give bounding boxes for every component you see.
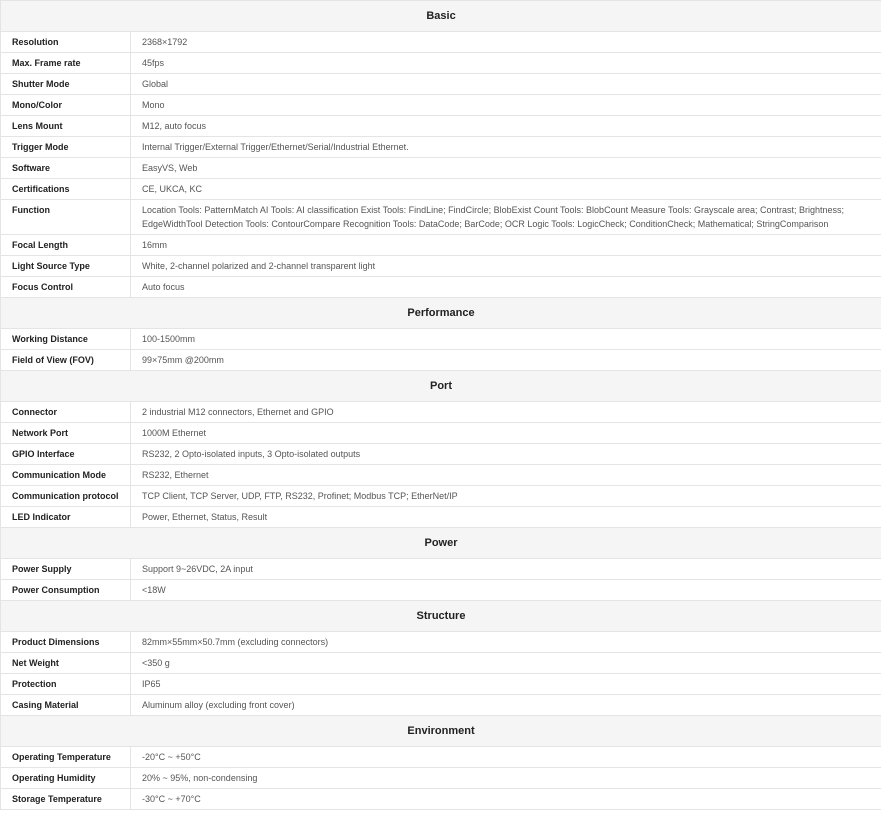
spec-row bbox=[1, 747, 881, 768]
section-header-performance bbox=[1, 298, 881, 329]
spec-row bbox=[1, 559, 881, 580]
spec-label: Focus Control bbox=[1, 277, 131, 298]
spec-value: -20°C ~ +50°C bbox=[131, 747, 881, 768]
section-header-basic bbox=[1, 1, 881, 32]
spec-label: Certifications bbox=[1, 179, 131, 200]
spec-label: Casing Material bbox=[1, 695, 131, 716]
spec-value: Aluminum alloy (excluding front cover) bbox=[131, 695, 881, 716]
section-header-port bbox=[1, 371, 881, 402]
spec-label: Protection bbox=[1, 674, 131, 695]
spec-value: RS232, Ethernet bbox=[131, 465, 881, 486]
spec-row bbox=[1, 402, 881, 423]
spec-value: <350 g bbox=[131, 653, 881, 674]
spec-row bbox=[1, 465, 881, 486]
spec-label: Operating Humidity bbox=[1, 768, 131, 789]
spec-label: Resolution bbox=[1, 32, 131, 53]
spec-value: 82mm×55mm×50.7mm (excluding connectors) bbox=[131, 632, 881, 653]
section-header-environment bbox=[1, 716, 881, 747]
section-header-power bbox=[1, 528, 881, 559]
spec-value: Global bbox=[131, 74, 881, 95]
spec-value: -30°C ~ +70°C bbox=[131, 789, 881, 810]
spec-label: Connector bbox=[1, 402, 131, 423]
spec-value: Internal Trigger/External Trigger/Ethernet/Serial/Industrial Ethernet. bbox=[131, 137, 881, 158]
spec-table-body bbox=[1, 1, 881, 810]
spec-value: Support 9~26VDC, 2A input bbox=[131, 559, 881, 580]
section-title: Performance bbox=[1, 298, 881, 329]
spec-label: Software bbox=[1, 158, 131, 179]
spec-row bbox=[1, 695, 881, 716]
spec-label: Operating Temperature bbox=[1, 747, 131, 768]
spec-row bbox=[1, 137, 881, 158]
spec-row bbox=[1, 256, 881, 277]
spec-label: Focal Length bbox=[1, 235, 131, 256]
spec-row bbox=[1, 74, 881, 95]
spec-value: EasyVS, Web bbox=[131, 158, 881, 179]
spec-value: IP65 bbox=[131, 674, 881, 695]
section-title: Structure bbox=[1, 601, 881, 632]
spec-label: Shutter Mode bbox=[1, 74, 131, 95]
spec-row bbox=[1, 423, 881, 444]
spec-row bbox=[1, 632, 881, 653]
spec-value: Location Tools: PatternMatch AI Tools: AI classification Exist Tools: FindLine; FindCircle; BlobExist Count Tools: BlobCount Measure Tools: Grayscale area; Contrast; Brightness; EdgeWidthTool Detection Tools: ContourCompare Recognition Tools: DataCode; BarCode; OCR Logic Tools: LogicCheck; ConditionCheck; Mathematical; StringComparison bbox=[131, 200, 881, 235]
spec-value: 45fps bbox=[131, 53, 881, 74]
spec-value: Power, Ethernet, Status, Result bbox=[131, 507, 881, 528]
spec-value: 100-1500mm bbox=[131, 329, 881, 350]
spec-label: Max. Frame rate bbox=[1, 53, 131, 74]
spec-value: 2368×1792 bbox=[131, 32, 881, 53]
spec-label: Function bbox=[1, 200, 131, 235]
spec-row bbox=[1, 95, 881, 116]
spec-value: 20% ~ 95%, non-condensing bbox=[131, 768, 881, 789]
spec-label: Product Dimensions bbox=[1, 632, 131, 653]
spec-value: 16mm bbox=[131, 235, 881, 256]
spec-row bbox=[1, 507, 881, 528]
spec-row bbox=[1, 179, 881, 200]
spec-label: GPIO Interface bbox=[1, 444, 131, 465]
spec-label: Net Weight bbox=[1, 653, 131, 674]
spec-label: Network Port bbox=[1, 423, 131, 444]
spec-value: M12, auto focus bbox=[131, 116, 881, 137]
spec-value: Auto focus bbox=[131, 277, 881, 298]
section-title: Port bbox=[1, 371, 881, 402]
spec-row bbox=[1, 674, 881, 695]
spec-label: Trigger Mode bbox=[1, 137, 131, 158]
spec-label: Communication Mode bbox=[1, 465, 131, 486]
spec-label: Lens Mount bbox=[1, 116, 131, 137]
spec-row bbox=[1, 580, 881, 601]
section-title: Basic bbox=[1, 1, 881, 32]
spec-value: White, 2-channel polarized and 2-channel transparent light bbox=[131, 256, 881, 277]
spec-row bbox=[1, 53, 881, 74]
spec-row bbox=[1, 158, 881, 179]
spec-value: 99×75mm @200mm bbox=[131, 350, 881, 371]
spec-row bbox=[1, 653, 881, 674]
spec-row bbox=[1, 235, 881, 256]
spec-row bbox=[1, 789, 881, 810]
spec-row bbox=[1, 486, 881, 507]
spec-value: 2 industrial M12 connectors, Ethernet and GPIO bbox=[131, 402, 881, 423]
section-header-structure bbox=[1, 601, 881, 632]
spec-value: 1000M Ethernet bbox=[131, 423, 881, 444]
spec-row bbox=[1, 277, 881, 298]
spec-label: Field of View (FOV) bbox=[1, 350, 131, 371]
spec-label: Light Source Type bbox=[1, 256, 131, 277]
spec-value: <18W bbox=[131, 580, 881, 601]
spec-row bbox=[1, 350, 881, 371]
spec-row bbox=[1, 444, 881, 465]
spec-row bbox=[1, 200, 881, 235]
spec-label: Mono/Color bbox=[1, 95, 131, 116]
spec-row bbox=[1, 116, 881, 137]
section-title: Environment bbox=[1, 716, 881, 747]
spec-label: Working Distance bbox=[1, 329, 131, 350]
spec-row bbox=[1, 768, 881, 789]
spec-label: Power Consumption bbox=[1, 580, 131, 601]
spec-label: LED Indicator bbox=[1, 507, 131, 528]
section-title: Power bbox=[1, 528, 881, 559]
spec-row bbox=[1, 32, 881, 53]
spec-value: TCP Client, TCP Server, UDP, FTP, RS232, Profinet; Modbus TCP; EtherNet/IP bbox=[131, 486, 881, 507]
spec-value: RS232, 2 Opto-isolated inputs, 3 Opto-isolated outputs bbox=[131, 444, 881, 465]
spec-row bbox=[1, 329, 881, 350]
spec-label: Communication protocol bbox=[1, 486, 131, 507]
spec-label: Storage Temperature bbox=[1, 789, 131, 810]
spec-value: CE, UKCA, KC bbox=[131, 179, 881, 200]
spec-value: Mono bbox=[131, 95, 881, 116]
spec-label: Power Supply bbox=[1, 559, 131, 580]
